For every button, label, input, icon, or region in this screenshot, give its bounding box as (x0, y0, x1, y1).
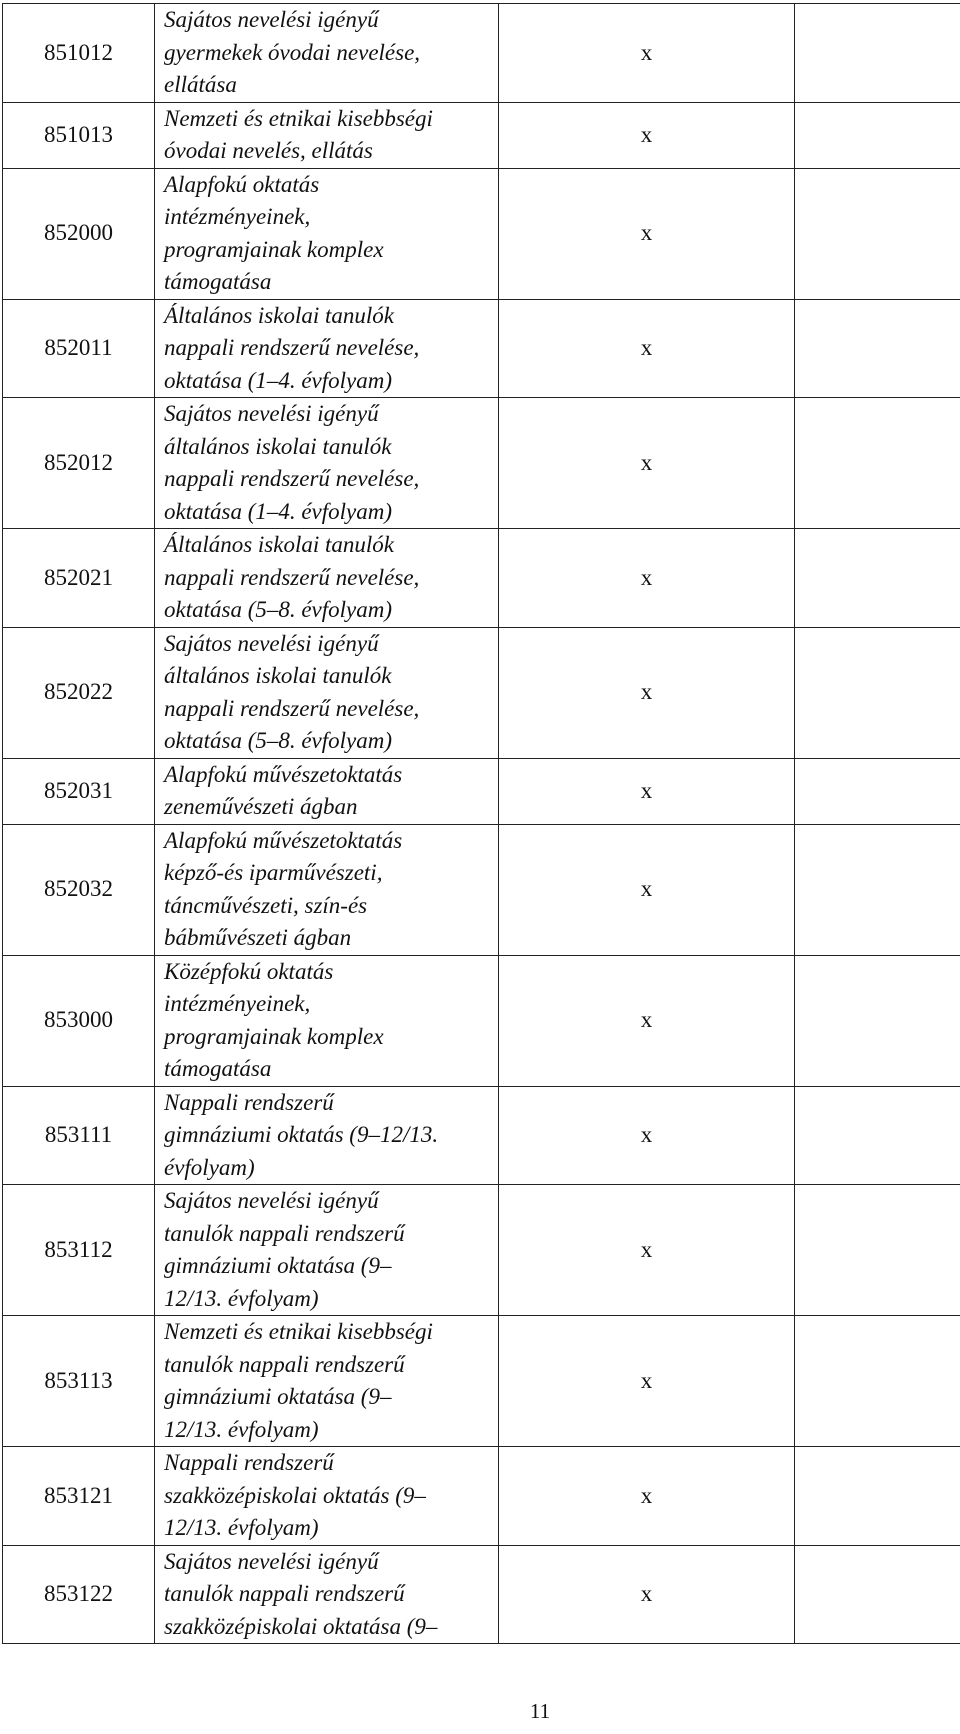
description-line: 12/13. évfolyam) (164, 1416, 319, 1442)
table-body (3, 4, 960, 1644)
applicable-mark-cell: x (499, 824, 795, 955)
applicable-mark-cell: x (499, 758, 795, 824)
empty-cell (795, 4, 960, 103)
table-row (3, 1185, 960, 1316)
activity-code-cell: 852011 (3, 299, 155, 398)
table-row (3, 529, 960, 628)
empty-cell (795, 102, 960, 168)
empty-cell (795, 627, 960, 758)
empty-cell (795, 824, 960, 955)
description-line: óvodai nevelés, ellátás (164, 138, 373, 163)
description-line: oktatása (1–4. évfolyam) (164, 498, 393, 524)
activity-code-cell: 853112 (3, 1185, 155, 1316)
description-line: intézményeinek, (164, 991, 311, 1016)
description-line: képző-és iparművészeti, (164, 860, 383, 885)
activity-code-cell: 852021 (3, 529, 155, 628)
activity-description-cell (155, 168, 499, 299)
description-line: 12/13. évfolyam) (164, 1515, 319, 1540)
empty-cell (795, 1086, 960, 1185)
description-line: oktatása (5–8. évfolyam) (164, 728, 393, 753)
description-line: oktatása (5–8. évfolyam) (164, 597, 393, 622)
activity-description-cell (155, 529, 499, 628)
applicable-mark-cell: x (499, 1185, 795, 1316)
table-row (3, 102, 960, 168)
description-line: Nemzeti és etnikai kisebbségi (164, 1319, 433, 1344)
table-row (3, 955, 960, 1086)
description-line: ellátása (164, 72, 237, 97)
description-line: nappali rendszerű nevelése, (164, 564, 420, 590)
activity-code-cell: 851012 (3, 4, 155, 103)
description-line: szakközépiskolai oktatás (9– (164, 1482, 426, 1508)
page-number: 11 (529, 1699, 551, 1723)
applicable-mark-cell: x (499, 529, 795, 628)
description-line: nappali rendszerű nevelése, (164, 695, 420, 721)
description-line: zeneművészeti ágban (164, 794, 358, 819)
applicable-mark-cell: x (499, 4, 795, 103)
description-line: gimnáziumi oktatása (9– (164, 1253, 392, 1278)
empty-cell (795, 168, 960, 299)
activity-code-cell: 853111 (3, 1086, 155, 1185)
empty-cell (795, 758, 960, 824)
activity-code-cell: 853113 (3, 1316, 155, 1447)
description-line: tanulók nappali rendszerű (164, 1220, 405, 1246)
applicable-mark-cell: x (499, 1316, 795, 1447)
empty-cell (795, 398, 960, 529)
activity-description-cell (155, 758, 499, 824)
applicable-mark-cell: x (499, 1447, 795, 1546)
applicable-mark-cell: x (499, 1086, 795, 1185)
table-row (3, 1086, 960, 1185)
description-line: gyermekek óvodai nevelése, (164, 39, 421, 65)
activity-code-cell: 852031 (3, 758, 155, 824)
description-line: nappali rendszerű nevelése, (164, 466, 420, 491)
activity-code-cell: 851013 (3, 102, 155, 168)
description-line: gimnáziumi oktatása (9– (164, 1384, 392, 1409)
activity-description-cell (155, 102, 499, 168)
activity-description-cell (155, 824, 499, 955)
table-row (3, 1316, 960, 1447)
activity-description-cell (155, 955, 499, 1086)
table-row (3, 398, 960, 529)
applicable-mark-cell: x (499, 168, 795, 299)
description-line: bábművészeti ágban (164, 925, 352, 950)
activity-code-cell: 852022 (3, 627, 155, 758)
activity-description-cell (155, 398, 499, 529)
empty-cell (795, 529, 960, 628)
activity-description-cell (155, 1316, 499, 1447)
description-line: Sajátos nevelési igényű (164, 7, 379, 32)
description-line: tanulók nappali rendszerű (164, 1581, 405, 1606)
description-line: intézményeinek, (164, 204, 311, 229)
activity-code-cell: 853121 (3, 1447, 155, 1546)
applicable-mark-cell: x (499, 627, 795, 758)
activity-description-cell (155, 1086, 499, 1185)
description-line: évfolyam) (164, 1154, 255, 1180)
description-line: Alapfokú oktatás (164, 171, 320, 197)
table-row (3, 4, 960, 103)
table-row (3, 1447, 960, 1546)
table-row (3, 1545, 960, 1644)
description-line: tanulók nappali rendszerű (164, 1351, 405, 1377)
description-line: programjainak komplex (164, 1023, 384, 1049)
description-line: Nemzeti és etnikai kisebbségi (164, 105, 433, 131)
description-line: Sajátos nevelési igényű (164, 630, 379, 656)
description-line: Általános iskolai tanulók (164, 302, 394, 328)
activity-code-table (2, 3, 960, 1644)
table-row (3, 824, 960, 955)
applicable-mark-cell: x (499, 102, 795, 168)
description-line: Sajátos nevelési igényű (164, 401, 379, 426)
activity-description-cell (155, 299, 499, 398)
description-line: támogatása (164, 1056, 272, 1081)
description-line: oktatása (1–4. évfolyam) (164, 367, 393, 393)
activity-description-cell (155, 1185, 499, 1316)
description-line: Általános iskolai tanulók (164, 532, 394, 557)
description-line: táncművészeti, szín-és (164, 892, 368, 918)
description-line: Nappali rendszerű (164, 1450, 334, 1475)
description-line: általános iskolai tanulók (164, 433, 392, 459)
activity-code-cell: 852032 (3, 824, 155, 955)
table-row (3, 627, 960, 758)
activity-description-cell (155, 4, 499, 103)
applicable-mark-cell: x (499, 299, 795, 398)
description-line: 12/13. évfolyam) (164, 1285, 319, 1311)
description-line: Nappali rendszerű (164, 1089, 334, 1115)
description-line: programjainak komplex (164, 236, 384, 262)
description-line: támogatása (164, 269, 272, 294)
empty-cell (795, 1316, 960, 1447)
activity-code-cell: 852000 (3, 168, 155, 299)
empty-cell (795, 299, 960, 398)
description-line: Sajátos nevelési igényű (164, 1188, 379, 1213)
activity-code-cell: 852012 (3, 398, 155, 529)
description-line: Alapfokú művészetoktatás (164, 761, 403, 787)
empty-cell (795, 1545, 960, 1644)
description-line: Sajátos nevelési igényű (164, 1548, 379, 1574)
applicable-mark-cell: x (499, 1545, 795, 1644)
activity-code-cell: 853122 (3, 1545, 155, 1644)
table-row (3, 758, 960, 824)
applicable-mark-cell: x (499, 955, 795, 1086)
activity-description-cell (155, 1447, 499, 1546)
description-line: szakközépiskolai oktatása (9– (164, 1613, 438, 1639)
description-line: Középfokú oktatás (164, 958, 334, 984)
description-line: Alapfokú művészetoktatás (164, 827, 403, 853)
activity-description-cell (155, 627, 499, 758)
applicable-mark-cell: x (499, 398, 795, 529)
description-line: nappali rendszerű nevelése, (164, 335, 420, 360)
table-row (3, 168, 960, 299)
activity-description-cell (155, 1545, 499, 1644)
description-line: gimnáziumi oktatás (9–12/13. (164, 1122, 439, 1147)
empty-cell (795, 1185, 960, 1316)
empty-cell (795, 955, 960, 1086)
table-row (3, 299, 960, 398)
activity-code-cell: 853000 (3, 955, 155, 1086)
description-line: általános iskolai tanulók (164, 663, 392, 688)
empty-cell (795, 1447, 960, 1546)
